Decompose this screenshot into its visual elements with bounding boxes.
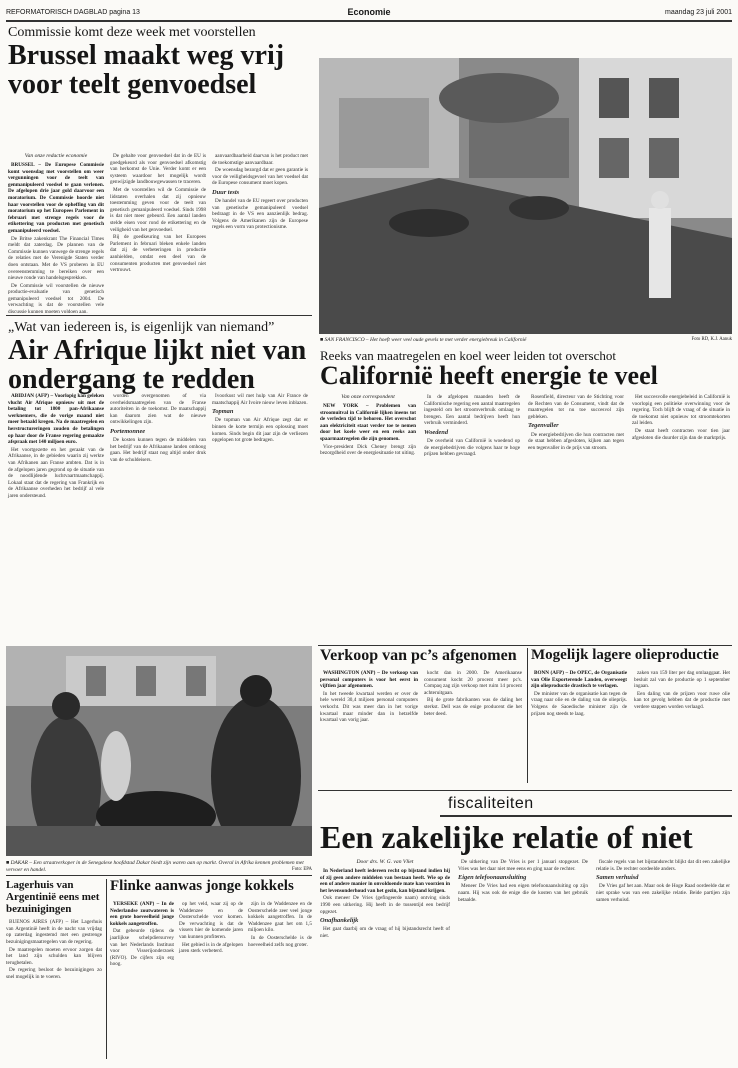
page-header bbox=[6, 8, 732, 22]
olie-lead: BONN (AFP) – De OPEC, de Organisatie van Olie Exporterende Landen, overweegt zijn olieproductie drastisch te verlagen. bbox=[531, 670, 627, 690]
lagerhuis-col-1 bbox=[6, 919, 102, 1051]
fiscaliteiten-col-3 bbox=[596, 859, 730, 1060]
brussel-kicker: Commissie komt deze week met voorstellen bbox=[8, 25, 256, 40]
fiscaliteiten-lead: In Nederland heeft iedereen recht op bijstand indien hij of zij geen andere middelen van bestaan heeft. Wie op de een of andere manier in onvoldoende mate kan voorzien in het levensonderhoud van het gezin, kan bijstand krijgen. bbox=[320, 868, 450, 894]
kokkels-col-2 bbox=[179, 901, 243, 1059]
paragraph: Bij de goedkeuring van het Europees Parlement in februari bleken enkele landen dat zij de verbeteringen in productie aanhielden, omdat een deel van de consumenten producten met genvoedsel niet vertrouwt. bbox=[110, 234, 206, 274]
subheading: Tegenvaller bbox=[528, 422, 559, 430]
paragraph: zijn in de Waddenzee en de Oosterschelde zeer veel jonge kokkels aangetroffen. In de Waddenzee gaat het om 1,5 miljoen kilo. bbox=[248, 901, 312, 934]
californie-title: Californië heeft energie te veel bbox=[320, 361, 658, 390]
paragraph: In de afgelopen maanden heeft de Californische regering een aantal maatregelen ingesteld om het stroomverbruik omlaag te brengen. Een aantal bedrijven heeft hun verbruik verminderd. bbox=[424, 394, 520, 427]
paper-name: REFORMATORISCH DAGBLAD pagina 13 bbox=[6, 9, 140, 16]
subheading: Onafhankelijk bbox=[320, 917, 359, 925]
paragraph: De Commissie wil voorstellen de nieuwe productie-evaluatie van genetisch gemanipuleerd voedsel tot 2004. De verwachting is dat de voorstellen vele discussie kunnen moeten voldoen aan. bbox=[8, 282, 104, 316]
pc-col-2 bbox=[424, 670, 522, 785]
divider bbox=[527, 648, 528, 783]
fiscaliteiten-title: Een zakelijke relatie of niet bbox=[320, 819, 693, 855]
paragraph: De regering besloot de bezuinigingen zo snel mogelijk in te voeren. bbox=[6, 967, 102, 981]
kokkels-lead: YERSEKE (ANP) – In de Nederlandse zoutwateren is een grote hoeveelheid jonge kokkels aangetroffen. bbox=[110, 901, 174, 927]
air-afrique-col-1 bbox=[8, 393, 104, 636]
californie-col-3 bbox=[528, 394, 624, 641]
subheading: Samen verhuisd bbox=[596, 874, 639, 882]
divider bbox=[318, 645, 732, 646]
lagerhuis-article bbox=[6, 879, 102, 1063]
fiscaliteiten-col-2 bbox=[458, 859, 588, 1060]
brussel-lead: BRUSSEL – De Europese Commissie komt woensdag met voorstellen om weer vergunningen voor de teelt van genmanipuleerd voedsel te gaan verlenen. De afgelopen drie jaar gold daarvoor een moratorium. De Commissie hoorde niet haar voorstellen voor de opheffing van dit moratorium op het Europees Parlement in februari met strenge regels voor de etikettering van producten met genetisch gemanipuleerd voedsel. bbox=[8, 162, 104, 234]
paragraph: fiscale regels van het bijstandsrecht blijkt dat dit een zakelijke relatie is. De rechter oordeelde anders. bbox=[596, 859, 730, 872]
subheading: Woedend bbox=[424, 428, 449, 436]
paragraph: De Vries gaf het aan. Maar ook de Hoge Raad oordeelde dat er niet sprake was van een zakelijke relatie. Beide partijen zijn samen verhuisd. bbox=[596, 883, 730, 903]
paragraph: De maatregelen moeten ervoor zorgen dat het land zijn schulden kan blijven terugbetalen. bbox=[6, 946, 102, 966]
divider bbox=[318, 790, 732, 791]
kokkels-col-3 bbox=[248, 901, 312, 1059]
air-afrique-lead: ABIDJAN (AFP) – Voorlopig kan geleken vlucht Air Afrique opnieuw uit met de betaling tot 1800 pan-Afrikaanse werknemers, die de vorige maand niet meer betaald kregen. Na de maatregelen en herstructureringen zouden de betalingen op haar door de Franse regering gemaakte afspraak met 140 miljoen euro. bbox=[8, 393, 104, 446]
paragraph: Rosenfield, directeur van de Stichting voor de Rechten van de Consument, vindt dat de maatregelen tot nu toe succesvol zijn gebleken. bbox=[528, 394, 624, 420]
paragraph: zaken van 159 liter per dag omlaaggaat. Het besluit zal van de productie op 1 september ingaan. bbox=[634, 670, 730, 690]
paragraph: aanvaardbaarheid daarvan is het product met de toekomstige aanvaardbaar. bbox=[212, 153, 308, 166]
paragraph: Dat gebeurde tijdens de jaarlijkse schelpdiersurvey van het Nederlands Instituut voor Visserijonderzoek (RIVO). De cijfers zijn erg hoog. bbox=[110, 928, 174, 968]
triangle-bullet-icon: ■ bbox=[320, 337, 325, 343]
californie-lead: NEW YORK – Problemen van stroomuitval in Californië lijken ineens tot de verleden tijd te behoren. Het overschot aan elektriciteit staat verder toe te nemen door het koele weer en een reeks aan spaarmaatregelen die zijn genomen. bbox=[320, 403, 416, 442]
dakar-caption: DAKAR – Een straatverkoper in de Senegalese hoofdstad Dakar biedt zijn waren aan op markt. Overal in Afrika kennen problemen met vervoer en handel. bbox=[6, 860, 304, 873]
brussel-col-1 bbox=[8, 162, 104, 316]
divider bbox=[106, 879, 107, 1059]
paragraph: De Britse zakenkrant The Financial Times meldt dat zaterdag. De plannen van de Commissie kunnen vanwege de strenge regels de relaties met de Verenigde Staten verder doen ontstaan. Met de VS proberen in EU overeenstemming te bereiken over een nieuwe ronde van handelsgesprekken. bbox=[8, 235, 104, 282]
dakar-photo bbox=[6, 646, 312, 856]
photo-credit: Foto: EPA bbox=[292, 866, 312, 872]
section-underline bbox=[440, 815, 732, 817]
subheading: Duur tests bbox=[212, 188, 240, 196]
subheading: Eigen telefoonaansluiting bbox=[458, 874, 527, 882]
divider bbox=[6, 875, 312, 876]
pc-title: Verkoop van pc’s afgenomen bbox=[320, 647, 517, 664]
brussel-byline: Van onze redactie economie bbox=[24, 153, 88, 159]
fiscaliteiten-section-label: fiscaliteiten bbox=[448, 795, 534, 812]
olie-title: Mogelijk lagere olieproductie bbox=[531, 647, 719, 663]
brussel-title: Brussel maakt weg vrij voor teelt genvoedsel bbox=[8, 40, 285, 100]
paragraph: De overheid van Californië is woedend op de energiebedrijven die volgens haar te hoge prijzen hebben gevraagd. bbox=[424, 438, 520, 458]
paragraph: Ivoorkust wil met hulp van Air France de maatschappij Air Ivoire nieuw leven inblazen. bbox=[212, 393, 308, 406]
page-date: maandag 23 juli 2001 bbox=[665, 9, 732, 16]
californie-kicker: Reeks van maatregelen en koel weer leiden tot overschot bbox=[320, 348, 616, 363]
paragraph: Het voortgezette en het geraakt van de Afrikaanse, in de gebieden waarin zij werkte van Afrikanen aan Franse ambten. Dat is in de afgelopen jaren gegrond op de situatie van de noodlijdende luchtvaartmaatschappij. Lokaal staat dat de regering van Frankrijk en de Afrikaanse overheden het bedrijf al vele jaren ondersteund. bbox=[8, 446, 104, 499]
paragraph: In de Oosterschelde is de hoeveelheid zelfs nog groter. bbox=[248, 934, 312, 948]
californie-col-2 bbox=[424, 394, 520, 641]
fiscaliteiten-col-1 bbox=[320, 868, 450, 1060]
olie-article bbox=[531, 648, 732, 788]
paragraph: Het gaat daarbij om de vraag of hij bijstandsrecht heeft of niet. bbox=[320, 926, 450, 939]
paragraph: kocht dan in 2000. De Amerikaanse consument kocht 20 procent meer pc's. Compaq zag zijn verkoop met ruim 14 procent achteruitgaan. bbox=[424, 670, 522, 696]
san-francisco-caption: SAN FRANCISCO – Het hoeft weer veel oude gevels te met verder energiebreuk in Californië bbox=[324, 337, 527, 343]
air-afrique-title: Air Afrique lijkt niet van ondergang te redden bbox=[8, 335, 307, 395]
paragraph: De staat heeft contracten voor tien jaar afgesloten die duurder zijn dan de marktprijs. bbox=[632, 427, 730, 441]
pc-col-1 bbox=[320, 670, 418, 785]
californie-byline: Van onze correspondent bbox=[341, 394, 395, 400]
olie-col-2 bbox=[634, 670, 730, 785]
air-afrique-kicker: „Wat van iedereen is, is eigenlijk van niemand” bbox=[8, 320, 275, 335]
air-afrique-col-2 bbox=[110, 393, 206, 636]
divider bbox=[6, 315, 312, 316]
subheading: Topman bbox=[212, 408, 234, 416]
paragraph: De topman van Air Afrique zegt dat er binnen de korte termijn een oplossing moet komen. Sinds begin dit jaar zijn de verliezen opgelopen tot grote bedragen. bbox=[212, 417, 308, 444]
section-name: Economie bbox=[347, 7, 391, 17]
californie-article bbox=[318, 348, 732, 645]
paragraph: De handel van de EU regeert over producten van genetische gemanipuleerd voedsel bedraagt in de VS een aanzienlijk bedrag. Volgens de Amerikanen zijn de Europese regels een vorm van protectionisme. bbox=[212, 198, 308, 231]
paragraph: De kosten kunnen tegen de middelen van het bedrijf van de Afrikaanse landen omhoog gaan. Het bedrijf staat nog altijd onder druk van de schuldeisers. bbox=[110, 437, 206, 463]
paragraph: BUENOS AIRES (AFP) – Het Lagerhuis van Argentinië heeft in de nacht van vrijdag op zaterdag ingestemd met een gestrenge bezuinigingsmaatregelen van de regering. bbox=[6, 919, 102, 946]
paragraph: worden overgenomen of via overheidsmaatregelen van de Franse autoriteiten in de toekomst. De maatschappij kan daarom zien wat de nieuwe ontwikkelingen zijn. bbox=[110, 393, 206, 426]
kokkels-title: Flinke aanwas jonge kokkels bbox=[110, 878, 294, 894]
paragraph: Een daling van de prijzen voor ruwe olie kan tot gevolg hebben dat de productie met verdere stappen worden verlaagd. bbox=[634, 690, 730, 710]
kokkels-col-1 bbox=[110, 901, 174, 1059]
brussel-col-3 bbox=[212, 153, 308, 310]
air-afrique-col-3 bbox=[212, 393, 308, 636]
fiscaliteiten-byline: Door drs. W. G. van Vliet bbox=[356, 859, 414, 865]
paragraph: De energiebedrijven die hun contracten met de staat hebben afgesloten, kijken aan tegen een tegenvaller in de prijs van stroom. bbox=[528, 431, 624, 451]
san-francisco-caption-block bbox=[320, 337, 732, 344]
pc-article bbox=[318, 648, 523, 788]
paragraph: op het veld, waar zij op de Waddenzee en de Oosterschelde voor komen. De verwachting is dat de vissers hier de komende jaren van kunnen profiteren. bbox=[179, 901, 243, 940]
pc-lead: WASHINGTON (ANP) – De verkoop van personal computers is voor het eerst in vijftien jaar afgenomen. bbox=[320, 670, 418, 690]
paragraph: Met de voorstellen wil de Commissie de lidstaten overhalen dat zij opnieuw toestemming geven voor de teelt van genetisch gemanipuleerd voedsel. Sinds 1998 is dat niet meer gebeurd. Een aantal landen stelde eisen voor rond de etikettering en de veiligheid van het genvoedsel. bbox=[110, 186, 206, 233]
paragraph: Het gebied is in de afgelopen jaren sterk verbeterd. bbox=[179, 941, 243, 955]
lagerhuis-title: Lagerhuis van Argentinië eens met bezuinigingen bbox=[6, 879, 100, 916]
market-scene-image bbox=[6, 646, 312, 856]
paragraph: De uitkering van De Vries is per 1 januari stopgezet. De Vries was het daar niet mee eens en ging naar de rechter. bbox=[458, 859, 588, 872]
san-francisco-photo bbox=[319, 58, 732, 334]
paragraph: De minister van de organisatie kan tegen de vraag naar olie en de daling van de olieprijs. Volgens de Saoedische minister zijn de prijzen nog steeds te laag. bbox=[531, 690, 627, 717]
paragraph: Meneer De Vries had een eigen telefoonaansluiting op zijn naam. Hij was ook de enige die de kosten van het gebruik betaalde. bbox=[458, 883, 588, 903]
paragraph: In het tweede kwartaal werden er over de hele wereld 30,4 miljoen personal computers verkocht. Dit was meer dan in het vorige kwartaal maar minder dan in hetzelfde kwartaal van vorig jaar. bbox=[320, 690, 418, 724]
photo-credit: Foto RD, K.J. Aanuk bbox=[691, 337, 732, 342]
kokkels-article bbox=[110, 879, 312, 1063]
brussel-col-2 bbox=[110, 153, 206, 310]
paragraph: Ook meneer De Vries (gefingeerde naam) ontving sinds 1990 een uitkering. Hij heeft in de tussentijd een bedrijf opgezet. bbox=[320, 895, 450, 915]
californie-col-4 bbox=[632, 394, 730, 641]
square-bullet-icon: ■ bbox=[6, 860, 11, 866]
paragraph: De woensdag bezorgd dat er geen garantie is voor de veiligheidsgevoel van het voedsel dat de Europese consument moet kopen. bbox=[212, 167, 308, 187]
dakar-caption-block bbox=[6, 860, 312, 874]
brussel-article bbox=[6, 25, 311, 316]
paragraph: Vice-president Dick Cheney brengt zijn bezorgdheid over de energiesituatie tot uiting. bbox=[320, 443, 416, 457]
air-afrique-article bbox=[6, 320, 312, 635]
californie-col-1 bbox=[320, 403, 416, 641]
paragraph: De gehalte voor genvoedsel dat in de EU is goedgekeurd als voor genvoedsel afkomstig van herkomst de Unie. Verder komt er een systeem waardoor het mogelijk wordt genwijzigde landbouwgewassen te traceren. bbox=[110, 153, 206, 186]
olie-col-1 bbox=[531, 670, 627, 785]
street-scene-image bbox=[319, 58, 732, 334]
paragraph: Bij de grote fabrikanten was de daling het sterkst. Dell was de enige producent die het beter deed. bbox=[424, 697, 522, 717]
subheading: Portemonnee bbox=[110, 427, 146, 435]
fiscaliteiten-article bbox=[318, 793, 732, 1063]
paragraph: Het succesvolle energiebeleid in Californië is voorlopig een politieke overwinning voor de regering. Toch blijft de vraag of de situatie in de toekomst niet opnieuw tot stroomtekorten zal leiden. bbox=[632, 394, 730, 427]
